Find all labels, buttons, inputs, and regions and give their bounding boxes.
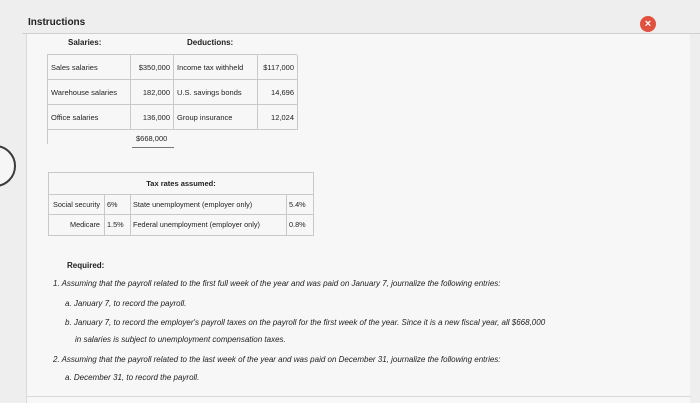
- salary-amount: 182,000: [131, 80, 174, 105]
- total-row: [48, 130, 297, 148]
- side-panel-edge: [0, 145, 16, 187]
- divider: [27, 396, 691, 397]
- salary-name: Warehouse salaries: [48, 80, 131, 105]
- tax-rate: 6%: [105, 195, 131, 215]
- close-icon[interactable]: ×: [640, 16, 656, 32]
- table-row: [49, 215, 313, 235]
- deduction-amount: 14,696: [258, 80, 298, 105]
- table-row: [48, 105, 297, 130]
- instruction-line: b. January 7, to record the employer's payroll taxes on the payroll for the first week of the year. Since it is a new fiscal year, all $668,000: [65, 318, 546, 327]
- instruction-line: 2. Assuming that the payroll related to the last week of the year and was paid on December 31, journalize the following entries:: [53, 355, 501, 364]
- deduction-name: U.S. savings bonds: [174, 80, 258, 105]
- total-underline: [132, 147, 174, 148]
- required-label: Required:: [67, 261, 105, 270]
- tax-name: Social security: [49, 195, 105, 215]
- deduction-amount: $117,000: [258, 55, 298, 80]
- tax-rate-employer: 5.4%: [289, 200, 306, 209]
- salary-name: Office salaries: [48, 105, 131, 130]
- tax-name-employer: State unemployment (employer only): [131, 195, 287, 215]
- table-row: [48, 80, 297, 105]
- instructions-header: [22, 12, 700, 34]
- tax-rate-employer: 0.8%: [289, 220, 306, 229]
- table-row: [49, 195, 313, 215]
- deduction-amount: 12,024: [258, 105, 298, 130]
- tax-rates-table: [48, 172, 314, 236]
- salary-name: Sales salaries: [48, 55, 131, 80]
- instruction-line: in salaries is subject to unemployment compensation taxes.: [75, 335, 286, 344]
- salaries-header: Salaries:: [68, 38, 102, 47]
- deduction-name: Group insurance: [174, 105, 258, 130]
- instruction-line: a. December 31, to record the payroll.: [65, 373, 200, 382]
- salary-amount: 136,000: [131, 105, 174, 130]
- instructions-content: [26, 34, 690, 403]
- salary-amount: $350,000: [131, 55, 174, 80]
- instruction-line: a. January 7, to record the payroll.: [65, 299, 187, 308]
- deduction-name: Income tax withheld: [174, 55, 258, 80]
- salaries-grid: [47, 54, 297, 144]
- tax-table-title: Tax rates assumed:: [49, 173, 313, 195]
- deductions-header: Deductions:: [187, 38, 234, 47]
- tax-name: Medicare: [49, 215, 105, 235]
- instruction-line: 1. Assuming that the payroll related to the first full week of the year and was paid on January 7, journalize the following entries:: [53, 279, 501, 288]
- tax-name-employer: Federal unemployment (employer only): [131, 215, 287, 235]
- salary-total: $668,000: [136, 134, 168, 143]
- header-title: Instructions: [28, 17, 86, 28]
- salaries-table: [47, 34, 297, 152]
- tax-rate: 1.5%: [105, 215, 131, 235]
- table-row: [48, 55, 297, 80]
